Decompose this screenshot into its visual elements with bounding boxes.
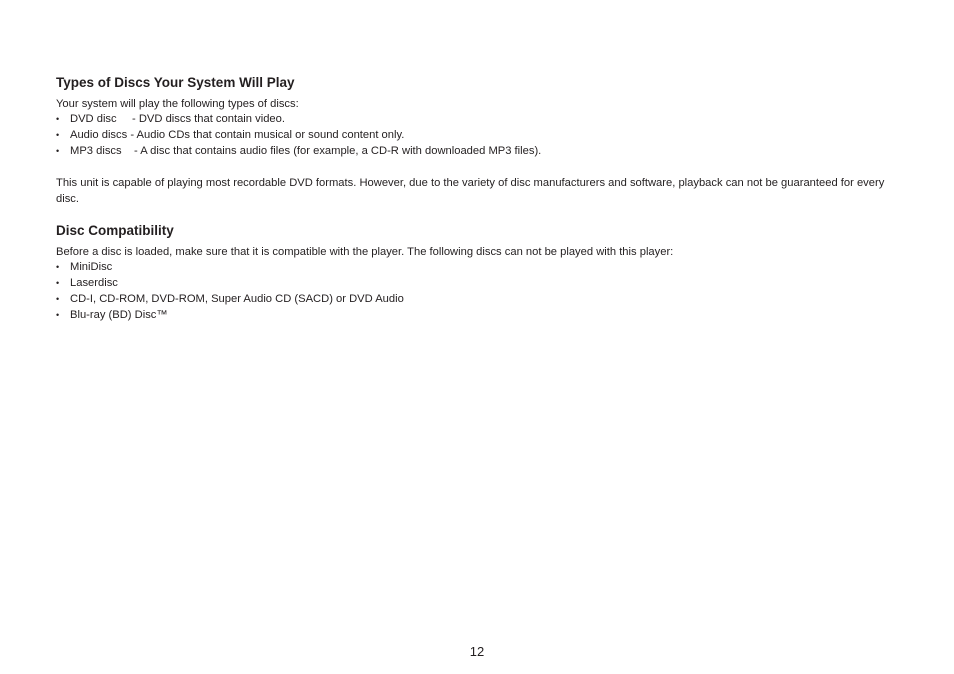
page-content xyxy=(56,74,896,324)
bullet-icon: • xyxy=(56,309,60,320)
list-item xyxy=(56,128,896,144)
bullet-icon: • xyxy=(56,278,60,289)
disc-type-description: - Audio CDs that contain musical or sound content only. xyxy=(130,128,405,141)
bullet-icon: • xyxy=(56,262,60,273)
list-item xyxy=(56,260,896,276)
incompatible-disc-item: Blu-ray (BD) Disc™ xyxy=(70,308,168,321)
list-item xyxy=(56,292,896,308)
incompatible-disc-item: CD-I, CD-ROM, DVD-ROM, Super Audio CD (SACD) or DVD Audio xyxy=(70,292,404,305)
bullet-icon: • xyxy=(56,129,60,140)
section-disc-types xyxy=(56,74,896,207)
disc-type-term: Audio discs xyxy=(70,128,128,141)
list-item xyxy=(56,308,896,324)
disc-types-list xyxy=(56,112,896,159)
bullet-icon: • xyxy=(56,145,60,156)
disc-type-term: MP3 discs xyxy=(70,144,122,157)
section-disc-compatibility xyxy=(56,222,896,323)
section-heading-disc-types: Types of Discs Your System Will Play xyxy=(56,75,295,90)
incompatible-disc-item: MiniDisc xyxy=(70,261,113,274)
section-heading-disc-compatibility: Disc Compatibility xyxy=(56,223,174,239)
incompatible-discs-list xyxy=(56,260,896,323)
disc-compatibility-intro: Before a disc is loaded, make sure that it is compatible with the player. The following discs can not be played with this player: xyxy=(56,246,674,259)
recordable-formats-note: This unit is capable of playing most recordable DVD formats. However, due to the variety of disc manufacturers and software, playback can not be guaranteed for every disc. xyxy=(56,177,885,206)
bullet-icon: • xyxy=(56,293,60,304)
disc-type-term: DVD disc xyxy=(70,113,117,125)
page-number: 12 xyxy=(469,644,485,659)
list-item xyxy=(56,276,896,292)
disc-type-description: - DVD discs that contain video. xyxy=(132,113,285,125)
list-item xyxy=(56,112,896,128)
disc-type-description: - A disc that contains audio files (for example, a CD-R with downloaded MP3 files). xyxy=(134,144,542,157)
bullet-icon: • xyxy=(56,114,60,124)
disc-types-intro: Your system will play the following types of discs: xyxy=(56,98,299,110)
list-item xyxy=(56,144,896,160)
spacer xyxy=(56,159,896,175)
incompatible-disc-item: Laserdisc xyxy=(70,277,118,290)
